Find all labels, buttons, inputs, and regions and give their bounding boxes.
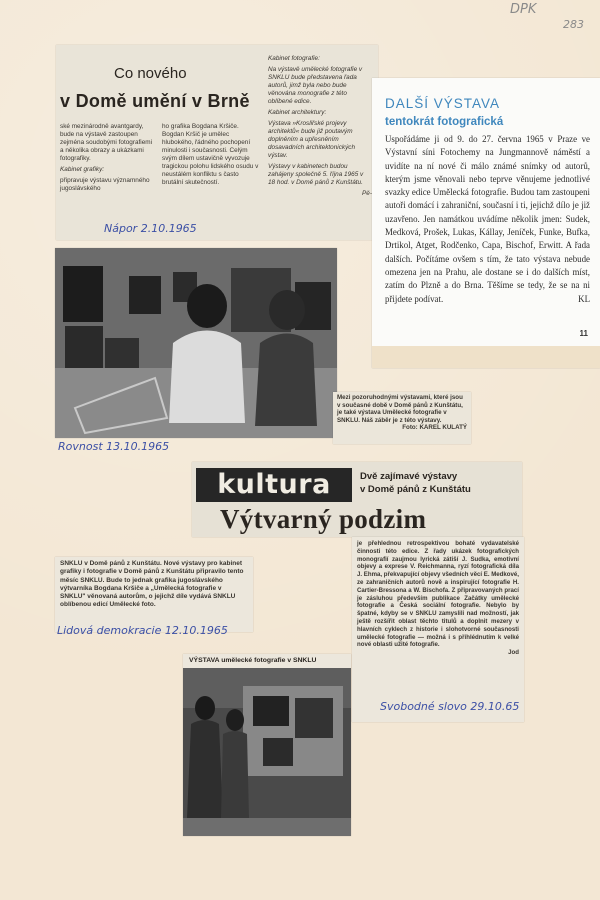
exhibition-photo-2-image (183, 668, 351, 836)
clip-vytvarny-podzim-text: je přehlednou retrospektivou bohaté vydavatelské činnosti této edice. Z řady ukázek fotografických monografií zaujmou lyrická zátiší J. Sudka, emotivní objevy a exprese V. Reichmanna, ryzí fotografická díla J. Ehma, překvapující objevy všedních věcí E. Medkové, ze zahraničních autorů nově a inspirující fotografie H. Cartier-Bressona a W. Bischofa. Z připravovaných prací je zásluhou především publikace Začátky umělecké fotografie a Česká sociální fotografie. Nebylo by špatné, kdyby se v SNKLU zamyslili nad možností, jak ještě rozšířit oblast těchto titulů a doplnit mezery v hlavních cyklech z historie i slohotvorné současnosti umělecké fotografie — možná i s příhlédnutím k velké nové oblasti užité fotografie. Jod (352, 537, 524, 722)
column-middle: ho grafika Bogdana Kršiče. Bogdan Kršič je umělec hlubokého, řádného pochopení minulosti i současnosti. Celým svým dílem ustavičně vyvozuje tragickou polohu lidského osudu v neustálém konfliktu s často brutální skutečností. (162, 123, 259, 186)
column-right: Kabinet fotografie: Na výstavě umělecké fotografie v SNKLU bude představena řada autorů, jimž byla nebo bude věnována monografie z této oblíbené edice. Kabinet architektury: Výstava »Krosliřské projevy architektů« bude již poutavým doplněním a upřesněním dosavadních architektonických výstav. Výstavy v kabinetech budou zahájeny společně 5. října 1965 v 18 hod. v Domě pánů z Kunštátu. Pě- (268, 55, 372, 197)
exhibition-photo-1 (55, 248, 337, 438)
archive-number: 283 (563, 18, 584, 31)
photo-caption-1: Mezi pozoruhodnými výstavami, které jsou v současné době v Domě pánů z Kunštátu, je také výstava Umělecké fotografie v SNKLU. Náš záběr je z této výstavy. Foto: KAREL KULATÝ (333, 392, 471, 444)
column-left: ské mezinárodně avantgardy, bude na výstavě zastoupen zejména soudobými fotografiemi a několika obrazy a ukázkami fotografiky. Kabinet grafiky: připravuje výstavu významného jugoslávského (60, 123, 152, 192)
article-title: DALŠÍ VÝSTAVA (385, 96, 501, 111)
clip-dalsi-vystava (372, 78, 600, 368)
paper-edge (372, 346, 600, 368)
photo-caption-2: VÝSTAVA umělecké fotografie v SNKLU (183, 654, 351, 668)
article-subtitle: tentokrát fotografická (385, 116, 504, 128)
headline-top: Co nového (114, 65, 187, 82)
exhibition-photo-2 (183, 654, 351, 836)
handwritten-source-3: Lidová demokracie 12.10.1965 (57, 624, 228, 637)
page-number: 11 (579, 329, 588, 338)
clip-dum-umeni-brno (56, 45, 378, 240)
clip-snklu-notice: SNKLU v Domě pánů z Kunštátu. Nové výstavy pro kabinet grafiky i fotografie v Domě pánů z Kunštátu připravilo tento měsíc SNKLU. Bude to jednak grafika jugoslávského výtvarníka Bogdana Kršiče a „Umělecká fotografie v SNKLU" věnovaná autorům, o jejichž díle vydává SNKLU oblíbenou edicí Umělecké foto. (55, 557, 253, 632)
archive-mark: DPK (510, 2, 537, 17)
exhibition-photo-1-image (55, 248, 337, 438)
kultura-subtitle: Dvě zajímavé výstavy v Domě pánů z Kunštátu (360, 471, 471, 495)
headline-main: v Domě umění v Brně (60, 91, 250, 111)
handwritten-source-4: Svobodné slovo 29.10.65 (380, 700, 520, 713)
article-body: Uspořádáme ji od 9. do 27. června 1965 v Praze ve Výstavní síni Fotochemy na Jungmannově náměstí a uvidíte na ní nové či málo známé snímky od autorů, kterým jsme věnovali nebo teprve věnujeme jednotlivé svazky edice Umělecká fotografie. Budou tam zastoupeni autoři domácí i zahraniční, současní i ti, jejichž dílo je již uzavřeno. Jen namátkou uvádíme několik jmen: Sudek, Medková, Prošek, Lukas, Kállay, Jeníček, Funke, Bufka, Drtikol, Atget, Rodčenko, Capa, Bischof, Erwitt. A řada dalších. Počítáme ovšem s tím, že tato výstava nebude omezena jen na Prahu, ale dostane se i do dalších míst, zatím do Plzně a do Brna. Těšíme se tedy, že se na ni přijdete podívat. KL (385, 134, 590, 304)
handwritten-source-1: Nápor 2.10.1965 (104, 222, 197, 235)
kultura-headline: Výtvarný podzim (220, 504, 427, 534)
clip-kultura-header (192, 462, 522, 537)
kultura-logo: kultura (196, 468, 352, 502)
handwritten-source-2: Rovnost 13.10.1965 (58, 440, 170, 453)
